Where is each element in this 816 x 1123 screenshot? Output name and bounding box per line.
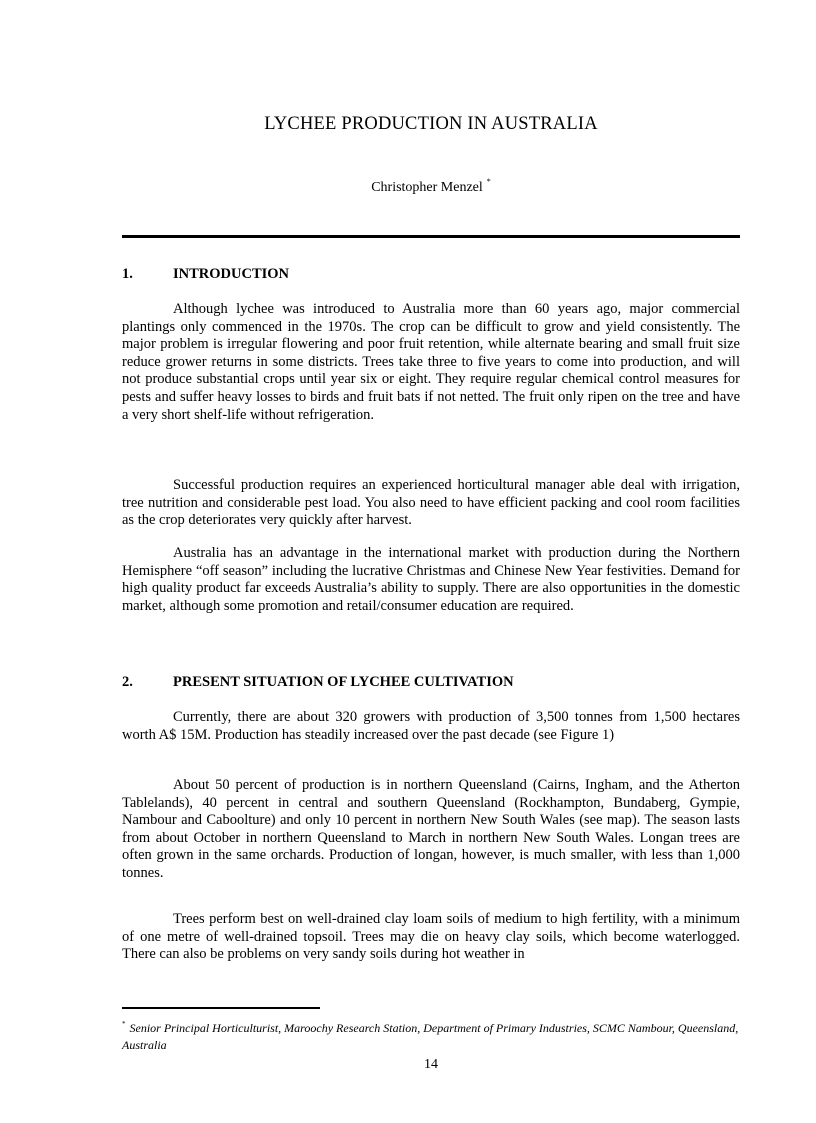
paragraph (122, 911, 740, 964)
paragraph-text: Currently, there are about 320 growers with production of 3,500 tonnes from 1,500 hectares worth A$ 15M. Production has steadily increased over the past decade (see Figure 1) (122, 709, 740, 743)
paragraph-text: Although lychee was introduced to Australia more than 60 years ago, major commercial plantings only commenced in the 1970s. The crop can be difficult to grow and yield consistently. The major problem is irregular flowering and poor fruit retention, while alternate bearing and small fruit size reduce grower returns in some districts. Trees take three to five years to come into production, and will not produce substantial crops until year six or eight. They require regular chemical control measures for pests and suffer heavy losses to birds and fruit bats if not netted. The fruit only ripen on the tree and have a very short shelf-life without refrigeration. (122, 301, 740, 423)
author-name: Christopher Menzel (371, 180, 483, 195)
paragraph (122, 477, 740, 530)
document-title: LYCHEE PRODUCTION IN AUSTRALIA (264, 114, 598, 134)
paragraph (122, 777, 740, 883)
footnote-text: Senior Principal Horticulturist, Maroochy Research Station, Department of Primary Industries, SCMC Nambour, Queensland, Australia (122, 1021, 739, 1052)
author-line (0, 177, 816, 196)
title-rule (122, 235, 740, 238)
section-1-title: INTRODUCTION (173, 266, 290, 282)
section-2-heading (122, 674, 514, 691)
section-1-number: 1. (122, 266, 133, 282)
paragraph-text: Australia has an advantage in the international market with production during the Northern Hemisphere “off season” including the lucrative Christmas and Chinese New Year festivities. Demand for high quality product far exceeds Australia’s ability to supply. There are also opportunities in the domestic market, although some promotion and retail/consumer education are required. (122, 545, 740, 614)
author-footnote-mark: * (486, 177, 491, 186)
section-2-title: PRESENT SITUATION OF LYCHEE CULTIVATION (173, 674, 514, 690)
footnote-mark: * (122, 1020, 126, 1028)
section-1-heading (122, 266, 289, 283)
footnote-rule (122, 1007, 320, 1009)
paragraph (122, 545, 740, 615)
paragraph-text: Successful production requires an experienced horticultural manager able deal with irrigation, tree nutrition and considerable pest load. You also need to have efficient packing and cool room facilities as the crop deteriorates very quickly after harvest. (122, 477, 740, 529)
footnote (122, 1016, 740, 1054)
paragraph-text: Trees perform best on well-drained clay loam soils of medium to high fertility, with a minimum of one metre of well-drained topsoil. Trees may die on heavy clay soils, which become waterlogged. There can also be problems on very sandy soils during hot weather in (122, 911, 740, 963)
paragraph-text: About 50 percent of production is in northern Queensland (Cairns, Ingham, and the Atherton Tablelands), 40 percent in central and southern Queensland (Rockhampton, Bundaberg, Gympie, Nambour and Caboolture) and only 10 percent in northern New South Wales (see map). The season lasts from about October in northern Queensland to March in northern New South Wales. Longan trees are often grown in the same orchards. Production of longan, however, is much smaller, with less than 1,000 tonnes. (122, 777, 740, 881)
page-number: 14 (424, 1057, 438, 1072)
section-2-number: 2. (122, 674, 133, 690)
paragraph (122, 301, 740, 424)
paragraph (122, 709, 740, 744)
